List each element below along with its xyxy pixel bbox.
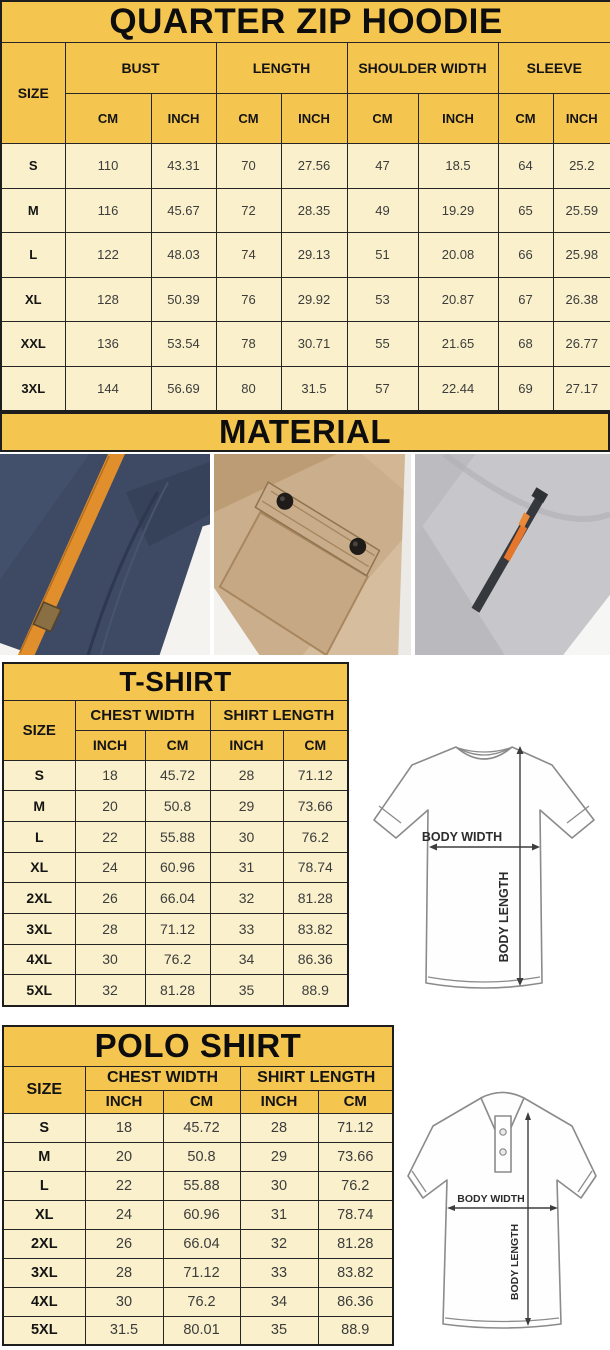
size-row [1,277,610,322]
measurement-value-cell: 34 [240,1287,318,1316]
measurement-value-cell: 29 [210,791,283,822]
unit-header: CM [347,94,418,144]
size-label-cell: L [1,233,65,278]
measurement-value-cell: 29.13 [281,233,347,278]
col-header-length: LENGTH [216,43,347,94]
size-row [3,1229,393,1258]
measurement-value-cell: 22.44 [418,366,498,411]
tshirt-title-row [3,663,348,700]
measurement-value-cell: 30.71 [281,322,347,367]
measurement-value-cell: 31.5 [281,366,347,411]
measurement-value-cell: 24 [85,1200,163,1229]
size-row [3,852,348,883]
measurement-value-cell: 73.66 [283,791,348,822]
measurement-value-cell: 71.12 [283,760,348,791]
size-row [3,1113,393,1142]
measurement-value-cell: 27.17 [553,366,610,411]
measurement-value-cell: 67 [498,277,553,322]
measurement-value-cell: 83.82 [318,1258,393,1287]
measurement-value-cell: 25.59 [553,188,610,233]
measurement-value-cell: 60.96 [163,1200,240,1229]
measurement-value-cell: 66.04 [163,1229,240,1258]
measurement-value-cell: 31.5 [85,1316,163,1345]
body-width-label: BODY WIDTH [457,1193,525,1205]
size-label-cell: 5XL [3,1316,85,1345]
measurement-value-cell: 136 [65,322,151,367]
button [500,1129,506,1135]
hoodie-group-header-row [1,43,610,94]
unit-header: INCH [75,730,145,760]
size-label-cell: M [1,188,65,233]
measurement-value-cell: 28 [210,760,283,791]
measurement-value-cell: 51 [347,233,418,278]
size-label-cell: 4XL [3,1287,85,1316]
measurement-value-cell: 20 [75,791,145,822]
measurement-value-cell: 22 [85,1171,163,1200]
material-photo-zip-pocket [415,454,610,655]
polo-measurement-diagram [395,1068,610,1348]
measurement-value-cell: 31 [210,852,283,883]
size-label-cell: 2XL [3,1229,85,1258]
material-section-title: MATERIAL [0,412,610,452]
measurement-value-cell: 18 [75,760,145,791]
measurement-value-cell: 33 [240,1258,318,1287]
measurement-value-cell: 70 [216,144,281,189]
measurement-value-cell: 30 [85,1287,163,1316]
size-label-cell: XL [3,1200,85,1229]
measurement-value-cell: 50.39 [151,277,216,322]
measurement-value-cell: 31 [240,1200,318,1229]
size-row [1,322,610,367]
size-row [3,975,348,1006]
measurement-value-cell: 32 [240,1229,318,1258]
measurement-value-cell: 26.38 [553,277,610,322]
measurement-value-cell: 55.88 [163,1171,240,1200]
size-label-cell: M [3,791,75,822]
col-header-size: SIZE [1,43,65,144]
size-label-cell: 3XL [3,913,75,944]
measurement-value-cell: 74 [216,233,281,278]
measurement-value-cell: 19.29 [418,188,498,233]
size-row [1,188,610,233]
measurement-value-cell: 28 [240,1113,318,1142]
measurement-value-cell: 69 [498,366,553,411]
size-row [1,366,610,411]
measurement-value-cell: 28 [75,913,145,944]
measurement-value-cell: 86.36 [318,1287,393,1316]
measurement-value-cell: 57 [347,366,418,411]
measurement-value-cell: 55 [347,322,418,367]
tshirt-outline [374,747,594,988]
size-label-cell: XL [3,852,75,883]
size-row [1,144,610,189]
polo-size-table [2,1025,394,1346]
col-header-chest-width: CHEST WIDTH [75,700,210,730]
unit-header: INCH [210,730,283,760]
size-row [3,1142,393,1171]
measurement-value-cell: 86.36 [283,944,348,975]
col-header-shirt-length: SHIRT LENGTH [210,700,348,730]
navy-fabric-photo [0,454,210,655]
unit-header: CM [283,730,348,760]
tshirt-table-title: T-SHIRT [3,663,348,700]
hoodie-size-table [0,0,610,412]
size-row [3,760,348,791]
size-label-cell: XL [1,277,65,322]
unit-header: INCH [85,1090,163,1113]
size-row [3,1200,393,1229]
measurement-value-cell: 18 [85,1113,163,1142]
tshirt-size-table [2,662,349,1007]
size-row [1,233,610,278]
measurement-value-cell: 55.88 [145,821,210,852]
measurement-value-cell: 30 [210,821,283,852]
col-header-shoulder-width: SHOULDER WIDTH [347,43,498,94]
measurement-value-cell: 45.72 [163,1113,240,1142]
hoodie-unit-header-row [1,94,610,144]
size-row [3,1258,393,1287]
size-label-cell: L [3,1171,85,1200]
size-label-cell: 4XL [3,944,75,975]
unit-header: INCH [418,94,498,144]
snap-button [277,493,294,510]
measurement-value-cell: 64 [498,144,553,189]
size-row [3,821,348,852]
measurement-value-cell: 33 [210,913,283,944]
size-label-cell: 3XL [3,1258,85,1287]
body-length-label: BODY LENGTH [509,1223,521,1301]
hoodie-table-title: QUARTER ZIP HOODIE [1,1,610,43]
measurement-value-cell: 71.12 [163,1258,240,1287]
size-label-cell: S [3,760,75,791]
unit-header: CM [163,1090,240,1113]
size-row [3,791,348,822]
size-label-cell: 2XL [3,883,75,914]
measurement-value-cell: 71.12 [318,1113,393,1142]
size-label-cell: S [3,1113,85,1142]
measurement-value-cell: 53 [347,277,418,322]
unit-header: CM [145,730,210,760]
size-label-cell: M [3,1142,85,1171]
unit-header: INCH [281,94,347,144]
measurement-value-cell: 29 [240,1142,318,1171]
measurement-value-cell: 81.28 [145,975,210,1006]
col-header-size: SIZE [3,1066,85,1113]
measurement-value-cell: 47 [347,144,418,189]
measurement-value-cell: 128 [65,277,151,322]
col-header-shirt-length: SHIRT LENGTH [240,1066,393,1090]
measurement-value-cell: 144 [65,366,151,411]
measurement-value-cell: 66.04 [145,883,210,914]
measurement-value-cell: 68 [498,322,553,367]
measurement-value-cell: 81.28 [283,883,348,914]
measurement-value-cell: 88.9 [318,1316,393,1345]
measurement-value-cell: 25.98 [553,233,610,278]
measurement-value-cell: 80 [216,366,281,411]
measurement-value-cell: 22 [75,821,145,852]
size-label-cell: XXL [1,322,65,367]
tshirt-table-body [3,760,348,1006]
measurement-value-cell: 116 [65,188,151,233]
polo-group-header-row [3,1066,393,1090]
measurement-value-cell: 30 [240,1171,318,1200]
size-row [3,944,348,975]
size-label-cell: 5XL [3,975,75,1006]
size-row [3,1171,393,1200]
size-row [3,883,348,914]
button [500,1149,506,1155]
measurement-value-cell: 32 [75,975,145,1006]
measurement-value-cell: 49 [347,188,418,233]
size-row [3,1316,393,1345]
measurement-value-cell: 56.69 [151,366,216,411]
measurement-value-cell: 71.12 [145,913,210,944]
measurement-value-cell: 48.03 [151,233,216,278]
unit-header: CM [318,1090,393,1113]
measurement-value-cell: 24 [75,852,145,883]
measurement-value-cell: 43.31 [151,144,216,189]
snap-button [349,538,366,555]
measurement-value-cell: 29.92 [281,277,347,322]
measurement-value-cell: 20.08 [418,233,498,278]
measurement-value-cell: 20 [85,1142,163,1171]
measurement-value-cell: 76.2 [318,1171,393,1200]
col-header-sleeve: SLEEVE [498,43,610,94]
tshirt-measurement-diagram [352,695,610,1015]
measurement-value-cell: 78 [216,322,281,367]
measurement-value-cell: 53.54 [151,322,216,367]
unit-header: INCH [151,94,216,144]
measurement-value-cell: 21.65 [418,322,498,367]
measurement-value-cell: 26 [75,883,145,914]
measurement-value-cell: 60.96 [145,852,210,883]
measurement-value-cell: 78.74 [318,1200,393,1229]
material-photo-snap-pocket [214,454,411,655]
measurement-value-cell: 35 [240,1316,318,1345]
hoodie-table-body [1,144,610,411]
unit-header: CM [216,94,281,144]
measurement-value-cell: 18.5 [418,144,498,189]
size-row [3,913,348,944]
measurement-value-cell: 25.2 [553,144,610,189]
measurement-value-cell: 26.77 [553,322,610,367]
col-header-chest-width: CHEST WIDTH [85,1066,240,1090]
hoodie-title-row [1,1,610,43]
measurement-value-cell: 76 [216,277,281,322]
polo-title-row [3,1026,393,1066]
measurement-value-cell: 81.28 [318,1229,393,1258]
measurement-value-cell: 45.67 [151,188,216,233]
placket [495,1116,511,1172]
measurement-value-cell: 78.74 [283,852,348,883]
unit-header: INCH [240,1090,318,1113]
measurement-value-cell: 88.9 [283,975,348,1006]
measurement-value-cell: 76.2 [163,1287,240,1316]
measurement-value-cell: 27.56 [281,144,347,189]
khaki-fabric-photo [214,454,411,655]
measurement-value-cell: 45.72 [145,760,210,791]
gray-fleece-photo [415,454,610,655]
measurement-value-cell: 110 [65,144,151,189]
polo-table-title: POLO SHIRT [3,1026,393,1066]
size-label-cell: L [3,821,75,852]
polo-table-body [3,1113,393,1345]
measurement-value-cell: 122 [65,233,151,278]
measurement-value-cell: 30 [75,944,145,975]
measurement-value-cell: 34 [210,944,283,975]
measurement-value-cell: 80.01 [163,1316,240,1345]
col-header-bust: BUST [65,43,216,94]
measurement-value-cell: 35 [210,975,283,1006]
measurement-value-cell: 66 [498,233,553,278]
measurement-value-cell: 50.8 [145,791,210,822]
measurement-value-cell: 32 [210,883,283,914]
material-photos [0,454,610,655]
measurement-value-cell: 76.2 [283,821,348,852]
size-label-cell: 3XL [1,366,65,411]
tshirt-group-header-row [3,700,348,730]
measurement-value-cell: 73.66 [318,1142,393,1171]
material-photo-navy-strap [0,454,210,655]
size-label-cell: S [1,144,65,189]
size-row [3,1287,393,1316]
measurement-value-cell: 50.8 [163,1142,240,1171]
unit-header: CM [65,94,151,144]
col-header-size: SIZE [3,700,75,760]
measurement-value-cell: 20.87 [418,277,498,322]
measurement-value-cell: 76.2 [145,944,210,975]
measurement-value-cell: 28 [85,1258,163,1287]
body-width-label: BODY WIDTH [421,830,503,844]
measurement-value-cell: 72 [216,188,281,233]
measurement-value-cell: 65 [498,188,553,233]
measurement-value-cell: 28.35 [281,188,347,233]
measurement-value-cell: 26 [85,1229,163,1258]
unit-header: INCH [553,94,610,144]
measurement-value-cell: 83.82 [283,913,348,944]
unit-header: CM [498,94,553,144]
body-length-label: BODY LENGTH [497,871,511,963]
